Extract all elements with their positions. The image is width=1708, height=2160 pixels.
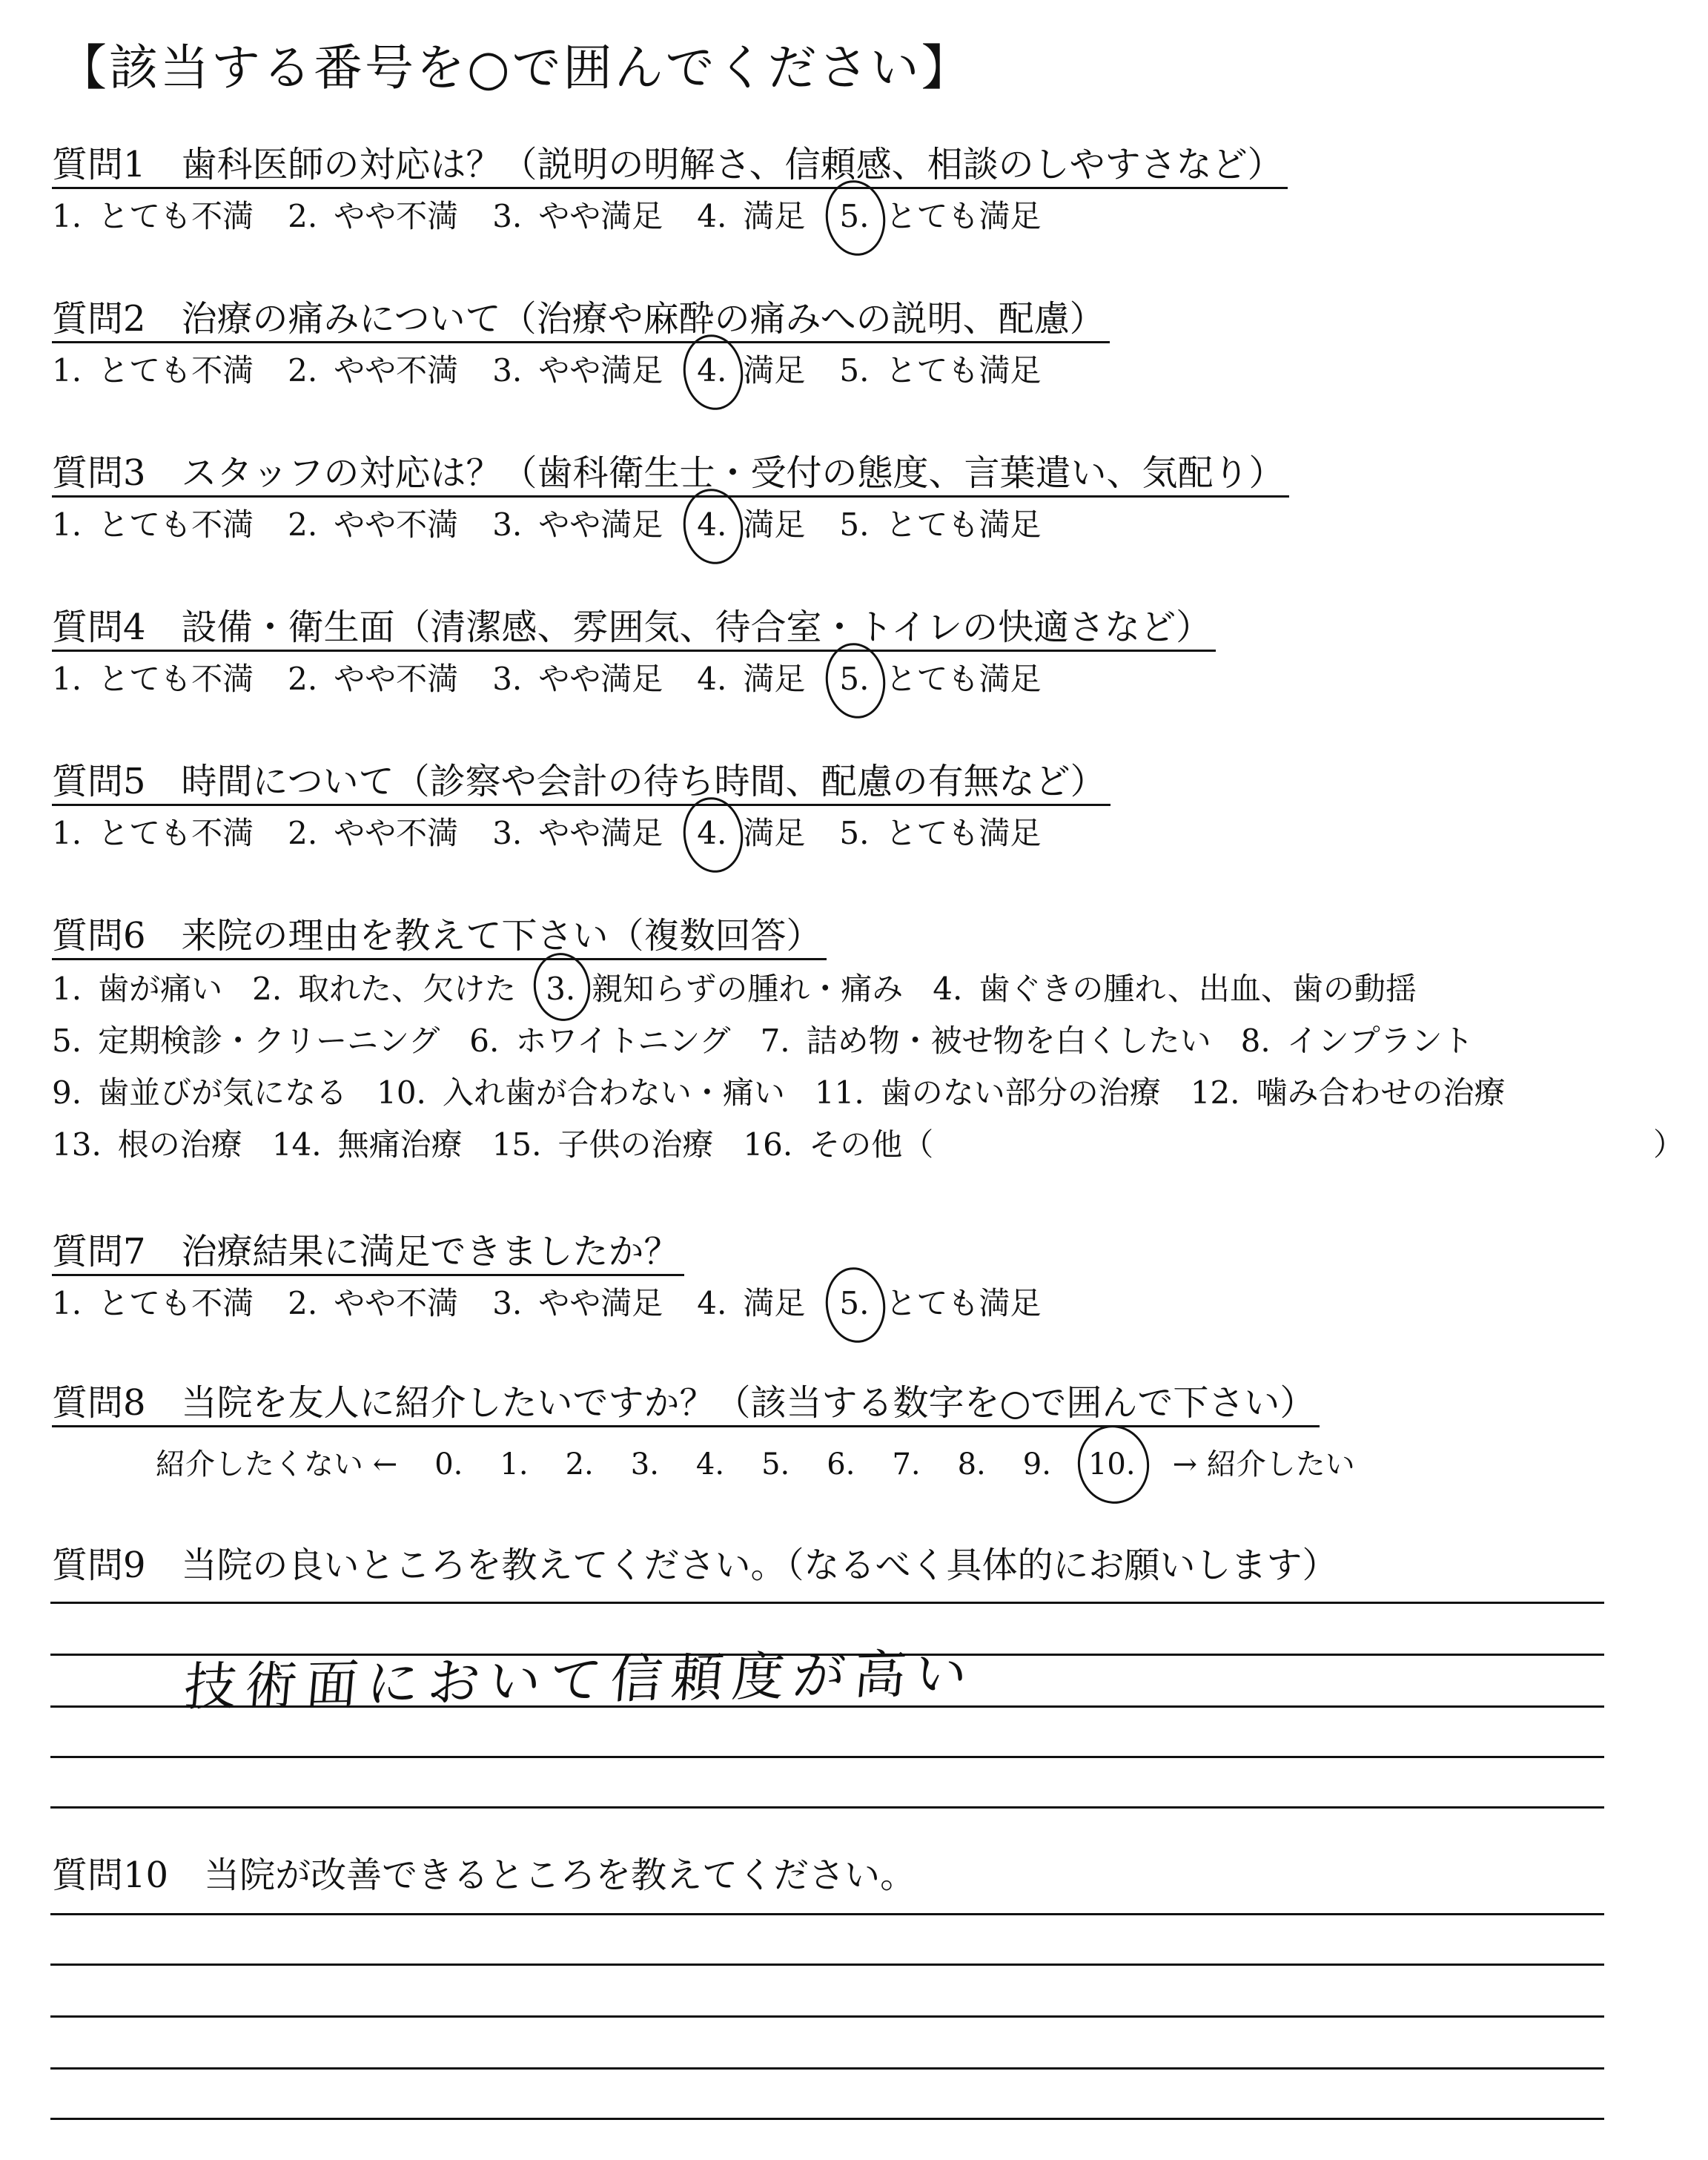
question-1-option-2[interactable] <box>288 196 458 237</box>
question-3-option-5[interactable] <box>839 505 1041 545</box>
option-number: 11. <box>814 1074 864 1111</box>
answer-line <box>50 1806 1604 1809</box>
question-5-option-4[interactable] <box>697 813 805 853</box>
option-label: とても満足 <box>885 506 1042 543</box>
option-number: 9. <box>52 1074 82 1111</box>
option-number: 6. <box>469 1023 500 1059</box>
option-label: とても不満 <box>98 815 254 851</box>
question-1-option-5[interactable] <box>839 196 1041 237</box>
question-6-option-16[interactable] <box>743 1119 933 1171</box>
question-8 <box>52 1381 1392 1483</box>
option-label: 歯が痛い <box>98 971 223 1007</box>
option-label: 満足 <box>743 352 806 389</box>
scale-option-5[interactable]: 5. <box>761 1447 790 1482</box>
scale-option-7[interactable]: 7. <box>892 1447 921 1482</box>
option-label: やや満足 <box>538 198 663 234</box>
option-number: 2. <box>288 1285 318 1321</box>
option-label: 歯ぐきの腫れ、出血、歯の動揺 <box>979 971 1417 1007</box>
question-4 <box>52 605 1216 699</box>
question-7-option-3[interactable] <box>492 1284 663 1324</box>
question-2-option-1[interactable] <box>52 351 254 391</box>
option-number: 3. <box>492 352 523 389</box>
answer-line <box>50 1756 1604 1758</box>
scale-left-label: 紹介したくない ← <box>156 1447 398 1482</box>
question-6-option-1[interactable] <box>52 963 222 1015</box>
question-6-option-9[interactable] <box>52 1067 347 1119</box>
option-number: 4. <box>697 352 727 389</box>
option-number: 5. <box>839 815 870 851</box>
question-6-option-7[interactable] <box>761 1015 1211 1067</box>
question-4-option-1[interactable] <box>52 659 254 699</box>
option-number: 2. <box>288 815 318 851</box>
question-3-option-3[interactable] <box>492 505 663 545</box>
other-close-paren: ） <box>1653 1126 1685 1163</box>
option-number: 4. <box>697 661 727 697</box>
scale-option-8[interactable]: 8. <box>957 1447 986 1482</box>
question-7-title: 質問7 治療結果に満足できましたか？ <box>52 1229 684 1276</box>
selected-circle <box>1073 1421 1154 1508</box>
option-label: 詰め物・被せ物を白くしたい <box>806 1023 1211 1059</box>
option-label: とても不満 <box>98 1285 254 1321</box>
scale-option-4[interactable]: 4. <box>695 1447 725 1482</box>
option-label: 歯並びが気になる <box>98 1074 348 1111</box>
option-label: やや不満 <box>334 198 459 234</box>
option-label: とても満足 <box>885 1285 1042 1321</box>
question-3-title: 質問3 スタッフの対応は？（歯科衛生士・受付の態度、言葉遣い、気配り） <box>52 451 1289 498</box>
option-number: 1. <box>52 506 82 543</box>
question-4-options <box>52 659 1216 699</box>
option-number: 2. <box>288 506 318 543</box>
question-2-option-4[interactable] <box>697 351 805 391</box>
scale-option-10[interactable]: 10. <box>1088 1447 1136 1482</box>
option-label: やや満足 <box>538 661 663 697</box>
question-1-option-3[interactable] <box>492 196 663 237</box>
option-number: 15. <box>491 1126 542 1163</box>
option-label: とても不満 <box>98 661 254 697</box>
question-2-option-3[interactable] <box>492 351 663 391</box>
option-label: とても不満 <box>98 352 254 389</box>
question-4-option-2[interactable] <box>288 659 458 699</box>
option-number: 1. <box>52 352 82 389</box>
scale-option-0[interactable]: 0. <box>434 1447 463 1482</box>
option-number: 1. <box>52 198 82 234</box>
question-6-option-14[interactable] <box>272 1119 463 1171</box>
answer-line <box>50 2015 1604 2018</box>
option-number: 5. <box>839 661 870 697</box>
question-2-options <box>52 351 1110 391</box>
question-5-option-1[interactable] <box>52 813 254 853</box>
option-label: やや不満 <box>334 1285 459 1321</box>
question-1-options <box>52 196 1288 237</box>
question-8-scale <box>156 1441 1392 1483</box>
option-label: 噛み合わせの治療 <box>1256 1074 1506 1111</box>
question-5-option-2[interactable] <box>288 813 458 853</box>
option-number: 4. <box>697 506 727 543</box>
question-6-option-2[interactable] <box>252 963 516 1015</box>
question-7 <box>52 1229 1075 1324</box>
question-3-option-4[interactable] <box>697 505 805 545</box>
question-6-row <box>52 1119 1685 1171</box>
page-heading: 【該当する番号を○で囲んでください】 <box>58 39 973 96</box>
question-2-title: 質問2 治療の痛みについて（治療や麻酔の痛みへの説明、配慮） <box>52 297 1110 343</box>
option-label: とても満足 <box>885 815 1042 851</box>
question-7-option-1[interactable] <box>52 1284 254 1324</box>
option-label: やや不満 <box>334 506 459 543</box>
option-label: とても満足 <box>885 661 1042 697</box>
option-number: 5. <box>839 352 870 389</box>
question-5-option-5[interactable] <box>839 813 1041 853</box>
option-number: 14. <box>271 1126 322 1163</box>
option-number: 3. <box>492 661 523 697</box>
option-label: やや不満 <box>334 661 459 697</box>
option-number: 3. <box>546 971 576 1007</box>
question-1-title: 質問1 歯科医師の対応は？（説明の明解さ、信頼感、相談のしやすさなど） <box>52 142 1288 189</box>
option-number: 1. <box>52 815 82 851</box>
question-6-title: 質問6 来院の理由を教えて下さい（複数回答） <box>52 914 827 960</box>
question-2-option-2[interactable] <box>288 351 458 391</box>
option-label: やや満足 <box>538 352 663 389</box>
question-2-option-5[interactable] <box>839 351 1041 391</box>
question-10-title: 質問10 当院が改善できるところを教えてください。 <box>52 1855 916 1896</box>
option-label: 根の治療 <box>117 1126 242 1163</box>
option-number: 4. <box>697 815 727 851</box>
option-number: 2. <box>288 198 318 234</box>
question-7-option-2[interactable] <box>288 1284 458 1324</box>
question-3-option-2[interactable] <box>288 505 458 545</box>
option-number: 5. <box>839 198 870 234</box>
option-number: 16. <box>743 1126 793 1163</box>
option-number: 3. <box>492 815 523 851</box>
option-number: 2. <box>288 661 318 697</box>
question-1 <box>52 142 1288 237</box>
question-7-option-5[interactable] <box>839 1284 1041 1324</box>
question-5-title: 質問5 時間について（診察や会計の待ち時間、配慮の有無など） <box>52 759 1110 806</box>
question-6-option-12[interactable] <box>1191 1067 1506 1119</box>
question-6 <box>52 914 1685 1171</box>
scale-right-label: → 紹介したい <box>1172 1447 1355 1482</box>
option-number: 10. <box>377 1074 426 1111</box>
scale-option-6[interactable]: 6. <box>827 1447 855 1482</box>
question-4-option-3[interactable] <box>492 659 663 699</box>
question-6-option-5[interactable] <box>52 1015 440 1067</box>
option-number: 8. <box>1240 1023 1271 1059</box>
option-number: 5. <box>839 506 870 543</box>
question-6-option-3[interactable] <box>546 963 903 1015</box>
answer-line <box>50 1964 1604 1966</box>
option-label: やや満足 <box>538 506 663 543</box>
question-3 <box>52 451 1289 545</box>
question-6-row <box>52 963 1535 1015</box>
option-label: 歯のない部分の治療 <box>880 1074 1161 1111</box>
question-6-option-15[interactable] <box>492 1119 714 1171</box>
option-label: やや満足 <box>538 1285 663 1321</box>
scale-option-1[interactable]: 1. <box>500 1447 529 1482</box>
option-label: 無痛治療 <box>337 1126 463 1163</box>
option-number: 5. <box>52 1023 82 1059</box>
option-label: その他（ <box>809 1126 934 1163</box>
option-label: 満足 <box>743 661 806 697</box>
option-label: とても不満 <box>98 506 254 543</box>
question-7-options <box>52 1284 1075 1324</box>
option-number: 1. <box>52 1285 82 1321</box>
question-2 <box>52 297 1110 391</box>
option-number: 4. <box>697 1285 727 1321</box>
question-5 <box>52 759 1110 853</box>
answer-line <box>50 1602 1604 1604</box>
question-4-option-4[interactable] <box>697 659 805 699</box>
question-6-option-6[interactable] <box>469 1015 730 1067</box>
question-6-option-11[interactable] <box>815 1067 1161 1119</box>
option-label: 満足 <box>743 198 806 234</box>
option-label: 満足 <box>743 815 806 851</box>
option-number: 7. <box>760 1023 790 1059</box>
question-4-option-5[interactable] <box>839 659 1041 699</box>
question-1-option-4[interactable] <box>697 196 805 237</box>
option-label: とても満足 <box>885 352 1042 389</box>
option-number: 1. <box>52 971 82 1007</box>
question-6-row <box>52 1015 1535 1067</box>
handwritten-answer-q9: 技術面において信頼度が高い <box>182 1642 979 1718</box>
option-number: 4. <box>933 971 963 1007</box>
option-number: 2. <box>288 352 318 389</box>
option-label: とても不満 <box>98 198 254 234</box>
option-number: 3. <box>492 1285 523 1321</box>
question-7-option-4[interactable] <box>697 1284 805 1324</box>
question-5-option-3[interactable] <box>492 813 663 853</box>
option-label: やや不満 <box>334 815 459 851</box>
scale-option-3[interactable]: 3. <box>630 1447 659 1482</box>
answer-line <box>50 2118 1604 2120</box>
option-number: 13. <box>52 1126 102 1163</box>
option-label: 満足 <box>743 1285 806 1321</box>
question-3-options <box>52 505 1289 545</box>
option-label: 満足 <box>743 506 806 543</box>
option-number: 3. <box>492 198 523 234</box>
option-label: やや満足 <box>538 815 663 851</box>
question-9-title: 質問9 当院の良いところを教えてください。（なるべく具体的にお願いします） <box>52 1545 1338 1586</box>
question-5-options <box>52 813 1110 853</box>
option-label: ホワイトニング <box>515 1023 731 1059</box>
option-label: 入れ歯が合わない・痛い <box>442 1074 785 1111</box>
option-number: 5. <box>839 1285 870 1321</box>
answer-line <box>50 2067 1604 2070</box>
scale-option-2[interactable]: 2. <box>565 1447 594 1482</box>
option-label: インプラント <box>1286 1023 1474 1059</box>
question-3-option-1[interactable] <box>52 505 254 545</box>
question-8-title: 質問8 当院を友人に紹介したいですか？（該当する数字を○で囲んで下さい） <box>52 1381 1320 1427</box>
question-1-option-1[interactable] <box>52 196 254 237</box>
option-number: 3. <box>492 506 523 543</box>
option-label: 取れた、欠けた <box>298 971 517 1007</box>
option-label: やや不満 <box>334 352 459 389</box>
option-number: 1. <box>52 661 82 697</box>
question-6-row <box>52 1067 1535 1119</box>
answer-line <box>50 1913 1604 1915</box>
question-6-option-10[interactable] <box>377 1067 785 1119</box>
scale-option-9[interactable]: 9. <box>1022 1447 1051 1482</box>
option-label: とても満足 <box>885 198 1042 234</box>
question-6-option-13[interactable] <box>52 1119 242 1171</box>
option-label: 親知らずの腫れ・痛み <box>592 971 904 1007</box>
option-number: 4. <box>697 198 727 234</box>
option-label: 定期検診・クリーニング <box>98 1023 440 1059</box>
option-label: 子供の治療 <box>557 1126 714 1163</box>
question-6-option-8[interactable] <box>1241 1015 1474 1067</box>
question-4-title: 質問4 設備・衛生面（清潔感、雰囲気、待合室・トイレの快適さなど） <box>52 605 1216 652</box>
question-6-option-4[interactable] <box>933 963 1417 1015</box>
option-number: 2. <box>252 971 282 1007</box>
option-number: 12. <box>1190 1074 1240 1111</box>
